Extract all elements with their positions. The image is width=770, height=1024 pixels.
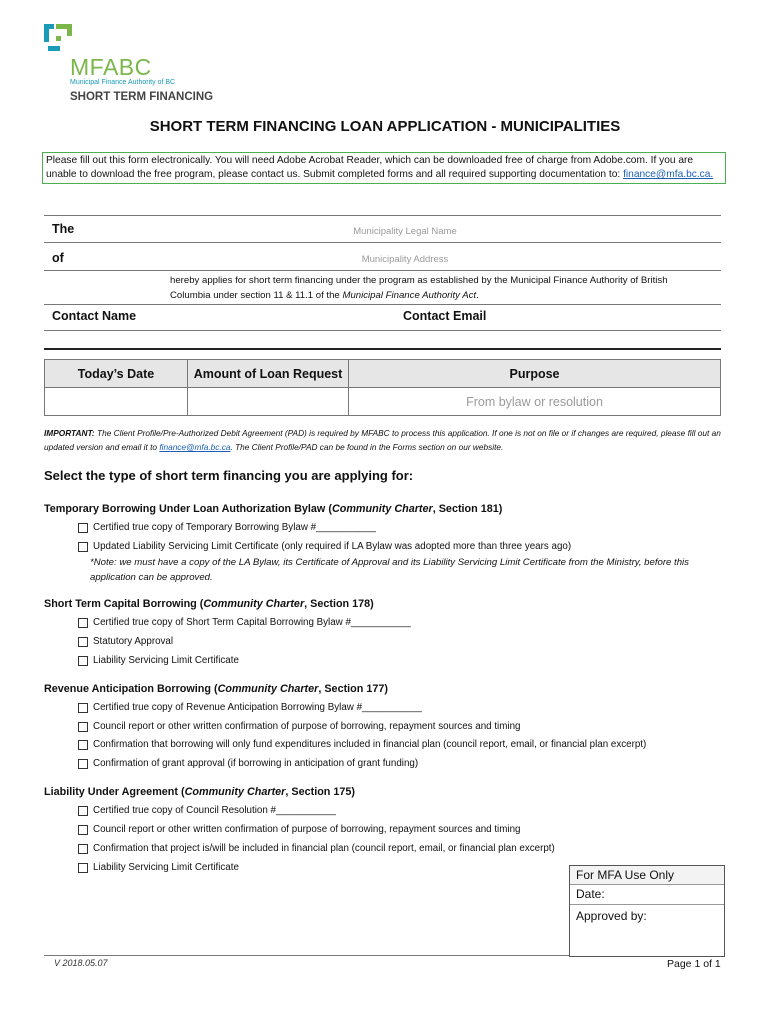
checkbox-item[interactable]: Confirmation that borrowing will only fund expenditures included in financial plan (council report, email, or financial plan excerpt)	[78, 739, 646, 750]
table-header-row	[45, 360, 721, 388]
checkbox[interactable]	[78, 825, 88, 835]
important-notice	[44, 426, 724, 454]
checkbox[interactable]	[78, 740, 88, 750]
checkbox-item[interactable]: Council report or other written confirmation of purpose of borrowing, repayment sources and timing	[78, 721, 520, 732]
todays-date-field[interactable]	[45, 388, 188, 416]
checkbox[interactable]	[78, 703, 88, 713]
checkbox-item[interactable]: Certified true copy of Council Resolution #___________	[78, 805, 336, 816]
contact-email-label: Contact Email	[403, 309, 487, 323]
checkbox-item[interactable]: Certified true copy of Temporary Borrowing Bylaw #___________	[78, 522, 376, 533]
divider	[44, 330, 721, 331]
checkbox[interactable]	[78, 722, 88, 732]
applies-text-main: hereby applies for short term financing under the program as established by the Municipal Finance Authority of British Columbia under section 11 & 11.1 of the	[170, 275, 668, 301]
divider	[44, 242, 721, 243]
checkbox-item[interactable]: Certified true copy of Revenue Anticipation Borrowing Bylaw #___________	[78, 702, 422, 713]
intro-text: Please fill out this form electronically. You will need Adobe Acrobat Reader, which can be downloaded free of charge from Adobe.com. If you are unable to download the free program, please contact us. Submit completed forms and all required supporting documentation to:	[46, 155, 694, 180]
contact-name-label: Contact Name	[52, 309, 137, 323]
purpose-field[interactable]: From bylaw or resolution	[349, 388, 721, 416]
checkbox-item[interactable]: Council report or other written confirmation of purpose of borrowing, repayment sources and timing	[78, 824, 520, 835]
checkbox-item[interactable]: Liability Servicing Limit Certificate	[78, 862, 239, 873]
section-title-liability-agreement: Liability Under Agreement (Community Charter, Section 175)	[44, 786, 355, 798]
table-row	[45, 388, 721, 416]
checkbox-item[interactable]: Confirmation of grant approval (if borrowing in anticipation of grant funding)	[78, 758, 418, 769]
act-name: Municipal Finance Authority Act	[342, 290, 477, 301]
of-label: of	[52, 251, 64, 265]
mfa-use-title: For MFA Use Only	[570, 866, 724, 885]
important-email-link[interactable]: finance@mfa.bc.ca	[159, 442, 231, 452]
checkbox[interactable]	[78, 863, 88, 873]
page-title: SHORT TERM FINANCING LOAN APPLICATION - MUNICIPALITIES	[149, 118, 621, 135]
intro-notice	[42, 152, 726, 184]
version-label: V 2018.05.07	[54, 958, 108, 968]
section-title-temporary-borrowing: Temporary Borrowing Under Loan Authorization Bylaw (Community Charter, Section 181)	[44, 503, 503, 515]
section-label: SHORT TERM FINANCING	[70, 91, 214, 103]
divider	[44, 215, 721, 216]
checkbox[interactable]	[78, 806, 88, 816]
intro-email-link[interactable]: finance@mfa.bc.ca.	[623, 169, 714, 180]
logo-wordmark: MFABC	[70, 54, 152, 80]
checkbox[interactable]	[78, 656, 88, 666]
mfa-use-only-box	[569, 865, 725, 957]
checkbox-item[interactable]: Confirmation that project is/will be included in financial plan (council report, email, or financial plan excerpt)	[78, 843, 555, 854]
mfa-approved-field[interactable]: Approved by:	[576, 909, 647, 923]
divider-thick	[44, 348, 721, 350]
checkbox-item[interactable]: Statutory Approval	[78, 636, 173, 647]
applies-text	[170, 273, 700, 303]
checkbox[interactable]	[78, 759, 88, 769]
checkbox-item[interactable]: Updated Liability Servicing Limit Certificate (only required if LA Bylaw was adopted more than three years ago)	[78, 541, 571, 552]
divider	[44, 304, 721, 305]
section-title-capital-borrowing: Short Term Capital Borrowing (Community Charter, Section 178)	[44, 598, 374, 610]
todays-date-header: Today’s Date	[45, 360, 188, 388]
section-note: *Note: we must have a copy of the LA Bylaw, its Certificate of Approval and its Liability Servicing Limit Certificate from the Ministry, before this application can be approved.	[90, 557, 689, 583]
loan-amount-field[interactable]	[188, 388, 349, 416]
municipality-name-field[interactable]: Municipality Legal Name	[353, 226, 457, 237]
select-heading: Select the type of short term financing you are applying for:	[44, 468, 414, 483]
checkbox[interactable]	[78, 618, 88, 628]
the-label: The	[52, 222, 75, 236]
divider	[44, 270, 721, 271]
section-title-revenue-anticipation: Revenue Anticipation Borrowing (Community Charter, Section 177)	[44, 683, 388, 695]
important-prefix: IMPORTANT:	[44, 428, 95, 438]
applies-text-end: .	[476, 290, 479, 301]
mfa-date-field[interactable]: Date:	[570, 885, 724, 905]
important-text: The Client Profile/Pre-Authorized Debit Agreement (PAD) is required by MFABC to process this application. If one is not on file or if changes are required, please fill out an updated version and email it to	[44, 428, 721, 452]
important-text-end: . The Client Profile/PAD can be found in the Forms section on our website.	[230, 442, 504, 452]
checkbox[interactable]	[78, 637, 88, 647]
checkbox[interactable]	[78, 844, 88, 854]
checkbox[interactable]	[78, 542, 88, 552]
municipality-address-field[interactable]: Municipality Address	[361, 254, 449, 265]
footer-divider	[44, 955, 569, 956]
checkbox-item[interactable]: Certified true copy of Short Term Capital Borrowing Bylaw #___________	[78, 617, 411, 628]
purpose-header: Purpose	[349, 360, 721, 388]
mfabc-logo-icon	[44, 24, 72, 52]
page-number: Page 1 of 1	[667, 958, 721, 970]
checkbox-item[interactable]: Liability Servicing Limit Certificate	[78, 655, 239, 666]
loan-table	[44, 359, 721, 416]
logo-subtitle: Municipal Finance Authority of BC	[70, 79, 176, 86]
loan-amount-header: Amount of Loan Request	[188, 360, 349, 388]
checkbox[interactable]	[78, 523, 88, 533]
